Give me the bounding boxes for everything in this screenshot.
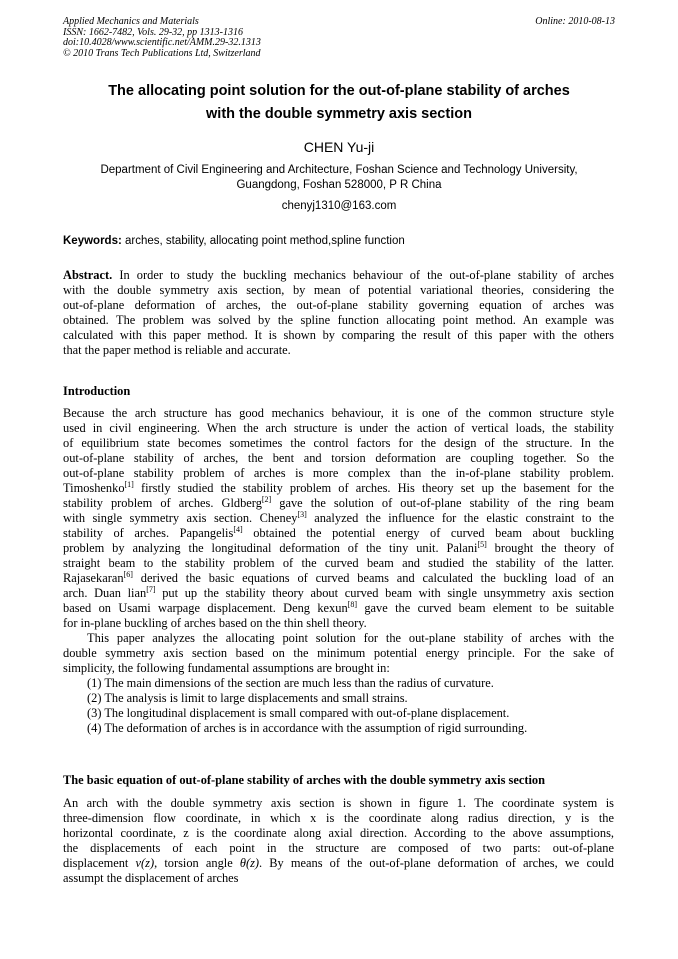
citation-ref[interactable]: [8] (347, 600, 357, 609)
abstract-line: that the paper method is reliable and accurate. (63, 343, 291, 357)
citation-ref[interactable]: [3] (297, 510, 307, 519)
keywords (63, 234, 623, 249)
intro-line: simplicity, the following fundamental assumptions are brought in: (63, 661, 390, 675)
copyright-line: © 2010 Trans Tech Publications Ltd, Switzerland (63, 47, 261, 59)
intro-line: used in civil engineering. When the arch structure is under the action of vertical loads, the stability (63, 421, 614, 435)
author-email[interactable]: chenyj1310@163.com (281, 200, 397, 212)
citation-ref[interactable]: [2] (261, 495, 272, 504)
intro-line: out-of-plane stability of arches, the bent and torsion deformation are coupling together. So the (63, 451, 614, 465)
intro-line: straight beam to the stability problem of the curved beam and studied the stability of the latter. (63, 556, 614, 570)
assumption-item: (4) The deformation of arches is in accordance with the assumption of rigid surrounding. (87, 721, 528, 735)
basic-line: assumpt the displacement of arches (63, 871, 239, 885)
affiliation (40, 163, 638, 193)
math-symbol: θ(z) (239, 856, 260, 870)
journal-name: Applied Mechanics and Materials (63, 16, 199, 27)
assumption-list (63, 676, 614, 736)
intro-line: double symmetry axis section based on the minimum potential energy principle. For the sake of (63, 646, 614, 660)
basic-line: three-dimension flow coordinate, in which x is the coordinate along radius direction, y is the (63, 811, 614, 825)
abstract-line: out-of-plane deformation of arches, the out-of-plane stability governing equation of arches was (63, 298, 614, 312)
intro-line: Rajasekaran[6] derived the basic equations of curved beams and calculated the buckling load of an (63, 570, 614, 585)
journal-header (63, 17, 261, 59)
intro-line: based on Usami warpage displacement. Deng kexun[8] gave the curved beam element to be suitable (63, 600, 614, 615)
assumption-item: (2) The analysis is limit to large displacements and small strains. (87, 691, 408, 705)
introduction-body (63, 406, 614, 736)
citation-ref[interactable]: [1] (124, 480, 134, 489)
paper-title (40, 80, 638, 126)
keywords-text: arches, stability, allocating point method,spline function (121, 235, 405, 247)
basic-line: displacement v(z), torsion angle θ(z). By means of the out-of-plane deformation of arches, we could (63, 856, 614, 870)
online-date: Online: 2010-08-13 (535, 16, 615, 27)
affiliation-line: Department of Civil Engineering and Architecture, Foshan Science and Technology University, (100, 164, 578, 176)
abstract (63, 268, 614, 358)
citation-ref[interactable]: [4] (233, 525, 243, 534)
math-symbol: v(z) (135, 856, 155, 870)
doi-line: doi:10.4028/www.scientific.net/AMM.29-32.1313 (63, 37, 261, 48)
intro-line: out-of-plane stability problem of arches is more complex than the in-of-plane stability problem. (63, 466, 614, 480)
intro-line: Timoshenko[1] firstly studied the stability problem of arches. His theory set up the basement for the (63, 480, 614, 495)
title-line: The allocating point solution for the out-of-plane stability of arches (108, 83, 570, 99)
citation-ref[interactable]: [5] (477, 540, 487, 549)
intro-line: stability of arches. Papangelis[4] obtained the potential energy of curved beam about buckling (63, 525, 615, 540)
citation-ref[interactable]: [7] (146, 585, 156, 594)
intro-line: arch. Duan lian[7] put up the stability theory about curved beam with single unsymmetry axis section (63, 585, 614, 600)
intro-line: problem by analyzing the longitudinal deformation of the tiny unit. Palani[5] brought the theory of (63, 540, 614, 555)
intro-line: Because the arch structure has good mechanics behaviour, it is one of the common structure style (63, 406, 614, 420)
abstract-label: Abstract. (63, 268, 113, 282)
assumption-item: (1) The main dimensions of the section are much less than the radius of curvature. (87, 676, 494, 690)
intro-line: of equilibrium state becomes sometimes the control factors for the design of the structure. In the (63, 436, 614, 450)
intro-line: with single symmetry axis section. Cheney[3] analyzed the influence for the elastic constraint to the (63, 510, 614, 525)
citation-ref[interactable]: [6] (123, 570, 133, 579)
basic-line: horizontal coordinate, z is the coordinate along axial direction. According to the above assumptions, (63, 826, 614, 840)
basic-line: the displacements of each point in the structure are composed of two parts: out-of-plane (63, 841, 614, 855)
keywords-label: Keywords: (63, 235, 122, 247)
abstract-line: with the double symmetry axis section, by mean of potential variational theories, considering the (63, 283, 614, 297)
author-name: CHEN Yu-ji (303, 139, 375, 155)
basic-line: An arch with the double symmetry axis section is shown in figure 1. The coordinate system is (63, 796, 614, 810)
title-line: with the double symmetry axis section (206, 106, 472, 122)
section-heading-introduction: Introduction (63, 384, 131, 398)
affiliation-line: Guangdong, Foshan 528000, P R China (236, 179, 442, 191)
abstract-line: obtained. The problem was solved by the spline function allocating point method. An example was (63, 313, 614, 327)
basic-equation-paragraph (63, 796, 614, 886)
section-heading-basic-equation: The basic equation of out-of-plane stability of arches with the double symmetry axis section (63, 773, 545, 787)
assumption-item: (3) The longitudinal displacement is small compared with out-of-plane displacement. (87, 706, 510, 720)
abstract-line: calculated with this paper method. It is shown by comparing the result of this paper with the others (63, 328, 614, 342)
abstract-line: Abstract. In order to study the buckling mechanics behaviour of the out-of-plane stability of arches (63, 268, 614, 282)
issn-line: ISSN: 1662-7482, Vols. 29-32, pp 1313-1316 (63, 26, 243, 38)
basic-equation-body (63, 796, 614, 886)
introduction-paragraph (63, 406, 614, 631)
intro-line: This paper analyzes the allocating point solution for the out-plane stability of arches with the (87, 631, 614, 645)
intro-line: for in-plane buckling of arches based on the thin shell theory. (63, 616, 367, 630)
introduction-paragraph-2 (63, 631, 614, 676)
intro-line: stability problem of arches. Gldberg[2] gave the solution of out-of-plane stability of the ring beam (63, 495, 614, 510)
